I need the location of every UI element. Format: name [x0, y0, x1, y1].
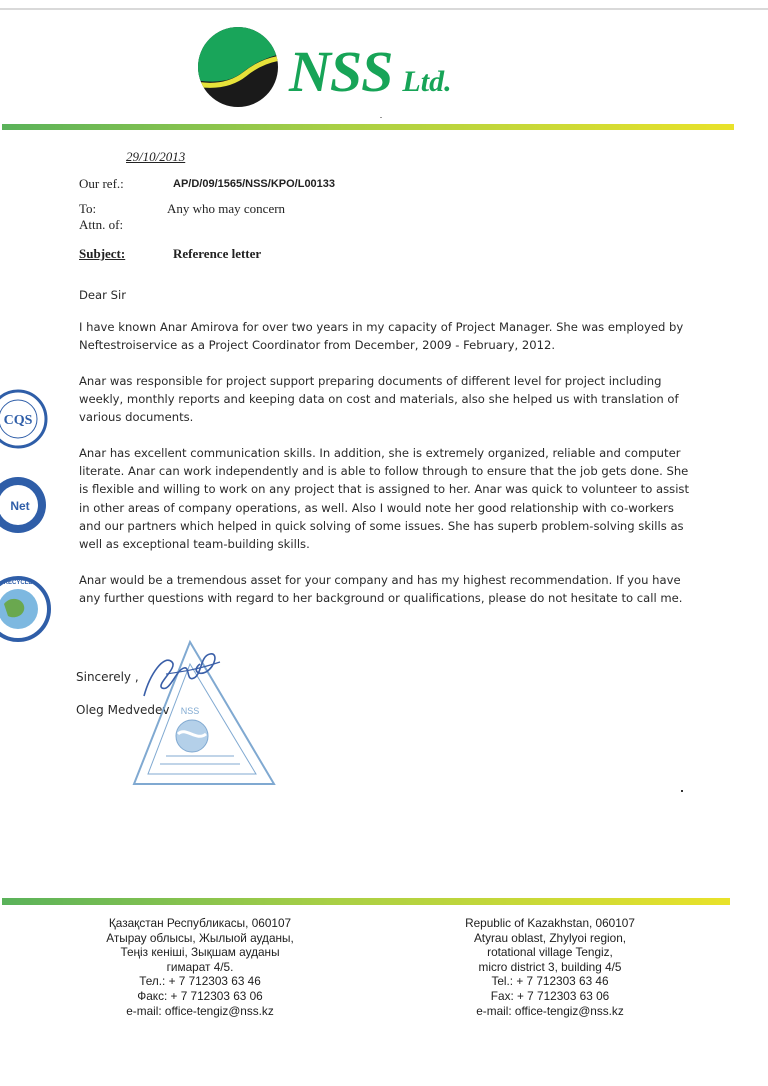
recycle-certification-seal [0, 574, 52, 644]
footer-phone: Tel.: + 7 712303 63 46 [491, 974, 609, 989]
our-ref-label: Our ref.: [79, 176, 124, 191]
handwritten-signature [136, 644, 226, 704]
cqs-certification-seal [0, 388, 50, 450]
footer-line: Atyrau oblast, Zhylyoi region, [473, 930, 627, 945]
greeting: Dear Sir [79, 288, 126, 302]
footer-address-kazakh [70, 916, 330, 1018]
footer-phone: Тел.: + 7 712303 63 46 [139, 974, 261, 989]
footer-line: Атырау облысы, Жылыой ауданы, [106, 930, 294, 945]
subject-value: Reference letter [173, 246, 262, 261]
logo-text: NSS [289, 39, 393, 104]
footer-line: гимарат 4/5. [166, 959, 234, 974]
to-label: To: [79, 201, 97, 216]
iqnet-seal-text: Net [10, 499, 30, 513]
subject-label: Subject: [79, 246, 126, 261]
logo-suffix: Ltd. [402, 65, 452, 98]
our-ref-value: AP/D/09/1565/NSS/KPO/L00133 [173, 178, 336, 190]
stamp-text: NSS [180, 706, 200, 716]
recycle-seal-text: RECYCLE [3, 580, 33, 586]
paragraph-3: Anar has excellent communication skills. In addition, she is extremely organized, reliable and computer literate. Anar can work independently and is able to follow through to ensure that the job gets done. She is flexible and willing to work on any project that is assigned to her. Anar was quick to volunteer to assist in other areas of company operations, as well. Also I would note her good relationship with co-workers and our partners which helped in quick solving of some issues. She has superb problem-solving skills as well as exceptional team-building skills. [79, 446, 690, 552]
footer-address-english [440, 916, 660, 1018]
footer-line: Теңіз кеніші, Зықшам ауданы [120, 945, 280, 960]
header-divider [2, 124, 734, 130]
footer-fax: Fax: + 7 712303 63 06 [490, 988, 610, 1003]
footer-line: Republic of Kazakhstan, 060107 [465, 916, 635, 930]
speck [681, 790, 683, 792]
signer-name: Oleg Medvedev [76, 703, 170, 717]
company-logo [195, 24, 505, 110]
logo-wordmark [289, 38, 452, 105]
top-edge-line [0, 8, 768, 10]
paragraph-2: Anar was responsible for project support preparing documents of different level for project including weekly, monthly reports and keeping data on cost and materials, also she helped us with translation of various documents. [79, 374, 679, 425]
footer-fax: Факс: + 7 712303 63 06 [137, 988, 263, 1003]
to-value: Any who may concern [167, 201, 286, 216]
footer-email: e-mail: office-tengiz@nss.kz [126, 1003, 274, 1018]
paragraph-4: Anar would be a tremendous asset for your company and has my highest recommendation. If you have any further questions with regard to her background or qualifications, please do not hesitate to call me. [79, 573, 683, 606]
logo-emblem-icon [195, 24, 281, 110]
letter-date: 29/10/2013 [126, 149, 186, 164]
footer-line: rotational village Tengiz, [487, 945, 613, 960]
footer-divider [2, 898, 730, 905]
footer-line: Қазақстан Республикасы, 060107 [108, 916, 292, 930]
attn-label: Attn. of: [79, 217, 124, 232]
speck [380, 117, 382, 118]
cqs-seal-text: CQS [3, 413, 33, 428]
paragraph-1: I have known Anar Amirova for over two years in my capacity of Project Manager. She was employed by Neftestroiservice as a Project Coordinator from December, 2009 - February, 2012. [79, 320, 684, 353]
footer-email: e-mail: office-tengiz@nss.kz [476, 1003, 624, 1018]
iqnet-certification-seal [0, 474, 50, 536]
closing: Sincerely , [76, 670, 139, 684]
footer-line: micro district 3, building 4/5 [478, 959, 622, 974]
